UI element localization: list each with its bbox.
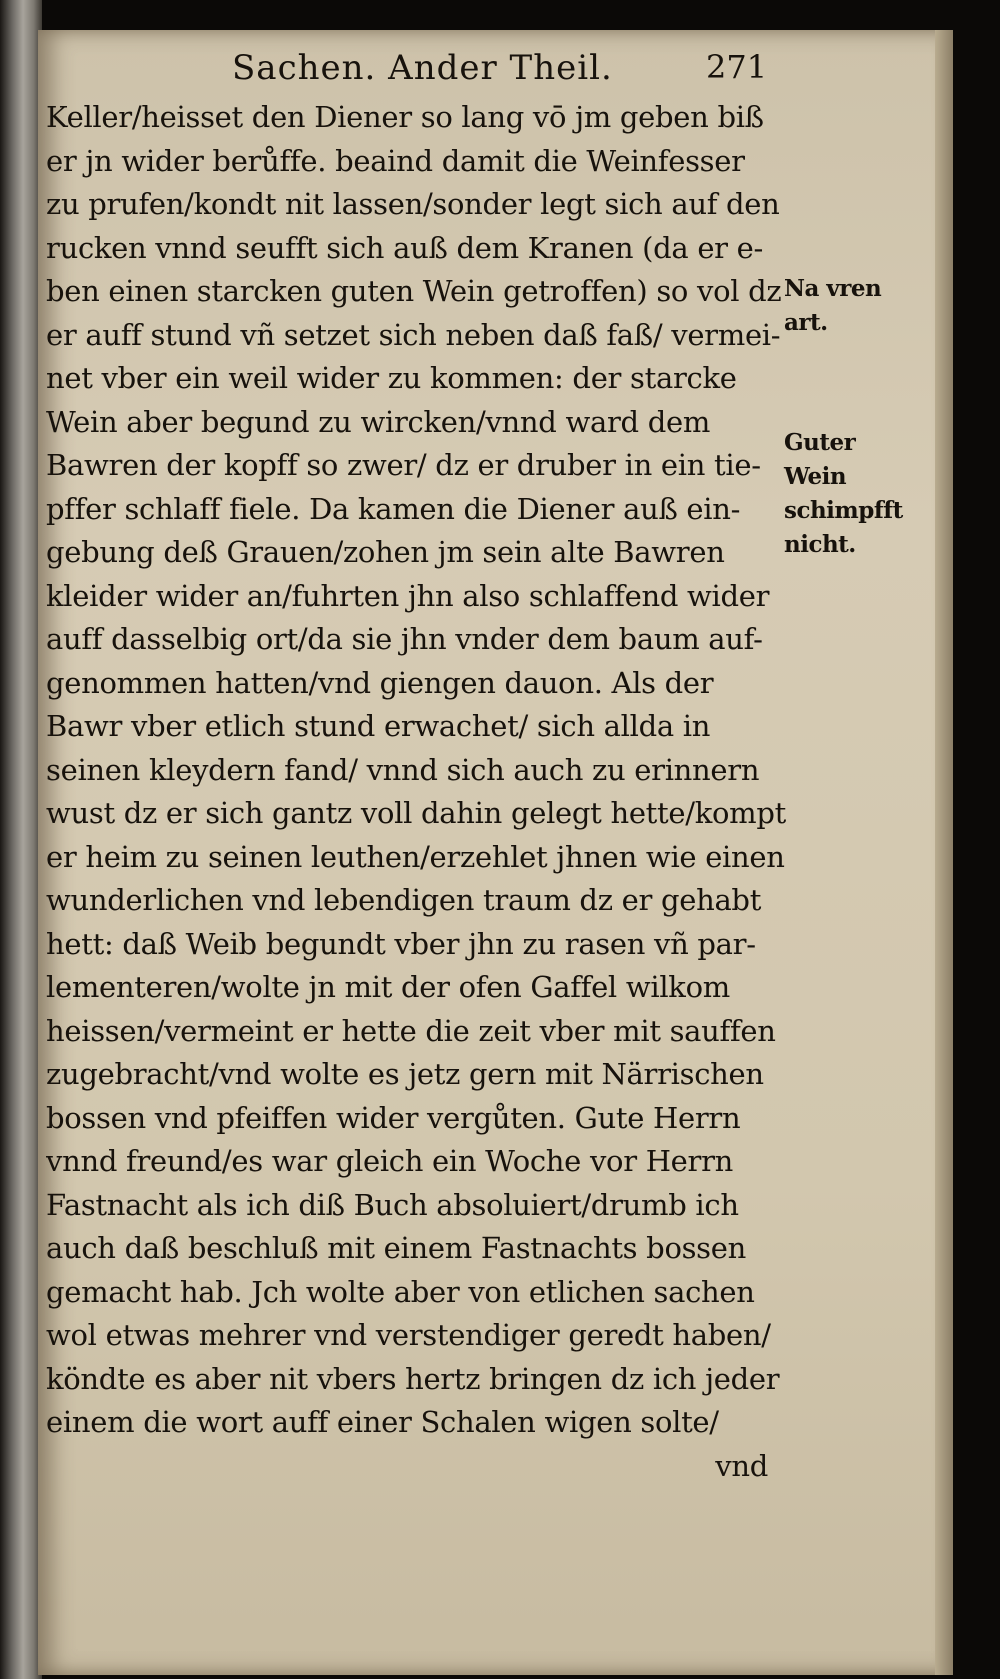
page-header: [0, 48, 1000, 96]
text-line: heissen/vermeint er hette die zeit vber mit sauffen: [46, 1013, 776, 1048]
text-line: seinen kleydern fand/ vnnd sich auch zu erinnern: [46, 752, 760, 787]
text-line: pffer schlaff fiele. Da kamen die Diener auß ein-: [46, 491, 741, 526]
marginal-note-line: Wein: [784, 463, 847, 490]
text-line: kleider wider an/fuhrten jhn also schlaffend wider: [46, 578, 770, 613]
marginal-note-line: art.: [784, 309, 828, 336]
text-line: köndte es aber nit vbers hertz bringen dz ich jeder: [46, 1361, 780, 1396]
catchword: vnd: [715, 1448, 768, 1483]
text-line: gemacht hab. Jch wolte aber von etlichen sachen: [46, 1274, 755, 1309]
book-binding: [0, 0, 42, 1679]
text-line: rucken vnnd seufft sich auß dem Kranen (da er e-: [46, 230, 764, 265]
text-line: wol etwas mehrer vnd verstendiger geredt haben/: [46, 1318, 771, 1352]
text-line: zugebracht/vnd wolte es jetz gern mit Närrischen: [46, 1057, 764, 1091]
body-text: [46, 96, 786, 1488]
text-line: er auff stund vñ setzet sich neben daß faß/ vermei-: [46, 317, 781, 352]
text-line: Bawren der kopff so zwer/ dz er druber in ein tie-: [46, 448, 761, 482]
running-title: Sachen. Ander Theil.: [232, 48, 613, 88]
page-edge: [935, 30, 953, 1675]
text-line: einem die wort auff einer Schalen wigen solte/: [46, 1405, 719, 1439]
text-line: wunderlichen vnd lebendigen traum dz er gehabt: [46, 883, 762, 917]
text-line: hett: daß Weib begundt vber jhn zu rasen vñ par-: [46, 926, 756, 961]
text-line: bossen vnd pfeiffen wider vergůten. Gute Herrn: [46, 1100, 741, 1135]
text-line: auff dasselbig ort/da sie jhn vnder dem baum auf-: [46, 622, 763, 656]
marginal-note-line: schimpfft: [784, 497, 903, 524]
text-line: net vber ein weil wider zu kommen: der starcke: [46, 361, 737, 395]
text-line: Keller/heisset den Diener so lang vō jm geben biß: [46, 100, 764, 134]
marginal-note: [784, 272, 914, 340]
text-line: wust dz er sich gantz voll dahin gelegt hette/kompt: [46, 796, 786, 830]
marginal-note-line: Guter: [784, 429, 856, 456]
text-line: Fastnacht als ich diß Buch absoluiert/drumb ich: [46, 1187, 739, 1222]
text-line: genommen hatten/vnd giengen dauon. Als der: [46, 665, 714, 700]
marginal-note: [784, 426, 914, 562]
text-line: zu prufen/kondt nit lassen/sonder legt sich auf den: [46, 187, 780, 221]
marginal-note-line: nicht.: [784, 531, 856, 558]
text-line: auch daß beschluß mit einem Fastnachts bossen: [46, 1231, 747, 1265]
text-line: er jn wider berůffe. beaind damit die Weinfesser: [46, 143, 745, 178]
marginal-note-line: Na vren: [784, 275, 882, 302]
text-line: ben einen starcken guten Wein getroffen) so vol dz: [46, 274, 782, 308]
text-line: Bawr vber etlich stund erwachet/ sich allda in: [46, 709, 711, 743]
text-line: gebung deß Grauen/zohen jm sein alte Bawren: [46, 535, 725, 569]
text-line: Wein aber begund zu wircken/vnnd ward dem: [46, 404, 711, 439]
page-number: 271: [706, 48, 768, 86]
text-line: vnnd freund/es war gleich ein Woche vor Herrn: [46, 1144, 734, 1178]
text-line: er heim zu seinen leuthen/erzehlet jhnen wie einen: [46, 839, 785, 874]
text-line: lementeren/wolte jn mit der ofen Gaffel wilkom: [46, 970, 730, 1004]
